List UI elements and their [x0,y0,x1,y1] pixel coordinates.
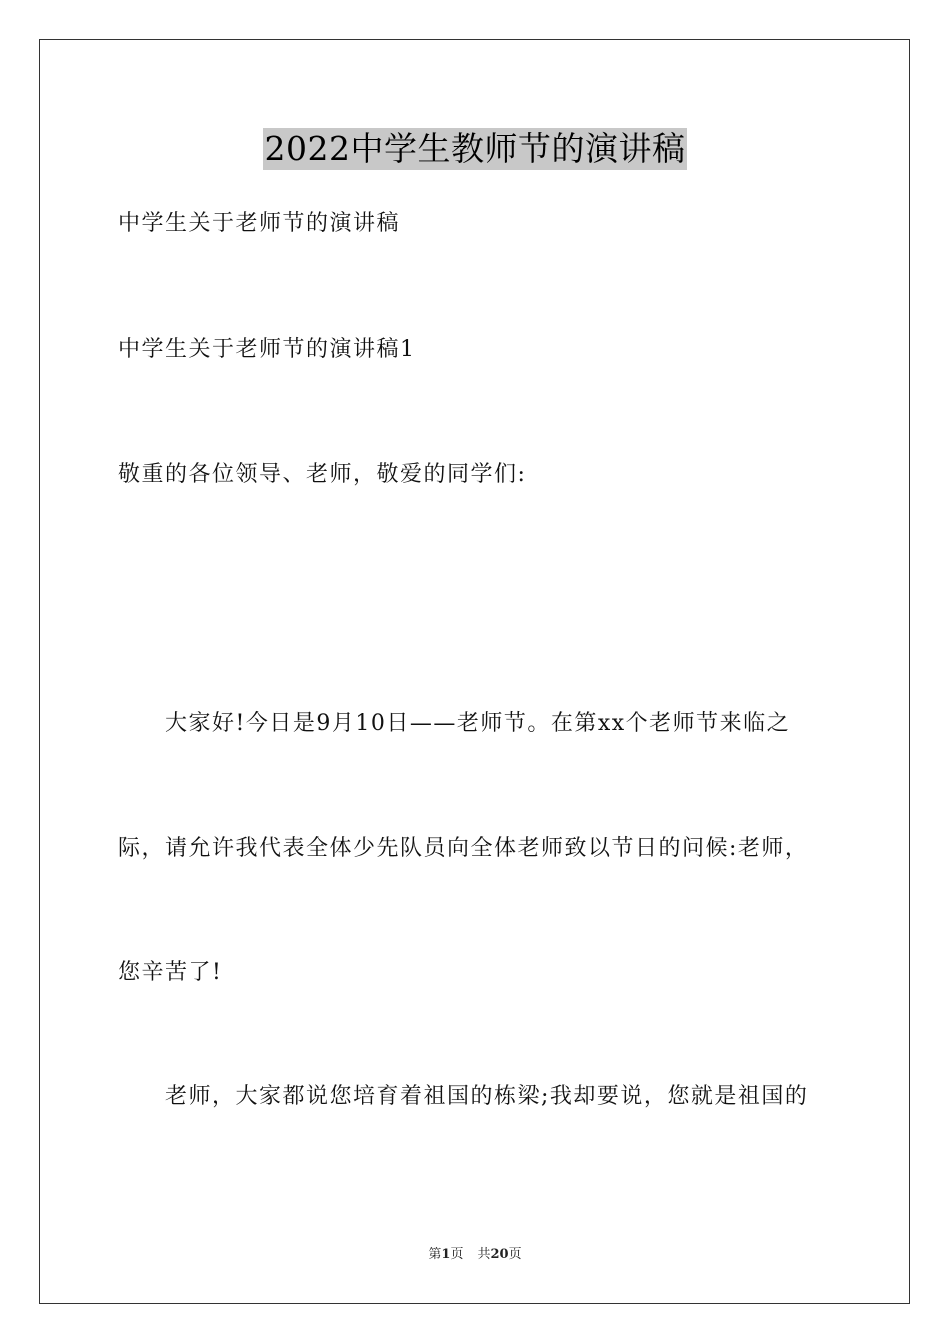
footer-total-pages: 20 [490,1247,509,1262]
page-footer [0,1246,950,1264]
footer-page-number: 1 [441,1247,451,1262]
paragraph-line: 老师，大家都说您培育着祖国的栋梁;我却要说，您就是祖国的 [165,1084,809,1109]
footer-page-prefix: 第 [428,1247,442,1262]
section-heading: 中学生关于老师节的演讲稿1 [118,337,416,362]
title-container [0,128,950,170]
salutation-line: 敬重的各位领导、老师，敬爱的同学们: [118,462,527,487]
subtitle-line: 中学生关于老师节的演讲稿 [118,211,401,236]
footer-total-suffix: 页 [508,1247,522,1262]
footer-page-suffix: 页 [450,1247,464,1262]
footer-total-prefix: 共 [477,1247,491,1262]
paragraph-line: 大家好!今日是9月10日——老师节。在第xx个老师节来临之 [165,711,791,736]
document-title: 2022中学生教师节的演讲稿 [264,129,686,168]
paragraph-line: 您辛苦了! [118,960,223,985]
paragraph-line: 际，请允许我代表全体少先队员向全体老师致以节日的问候:老师， [118,836,809,861]
